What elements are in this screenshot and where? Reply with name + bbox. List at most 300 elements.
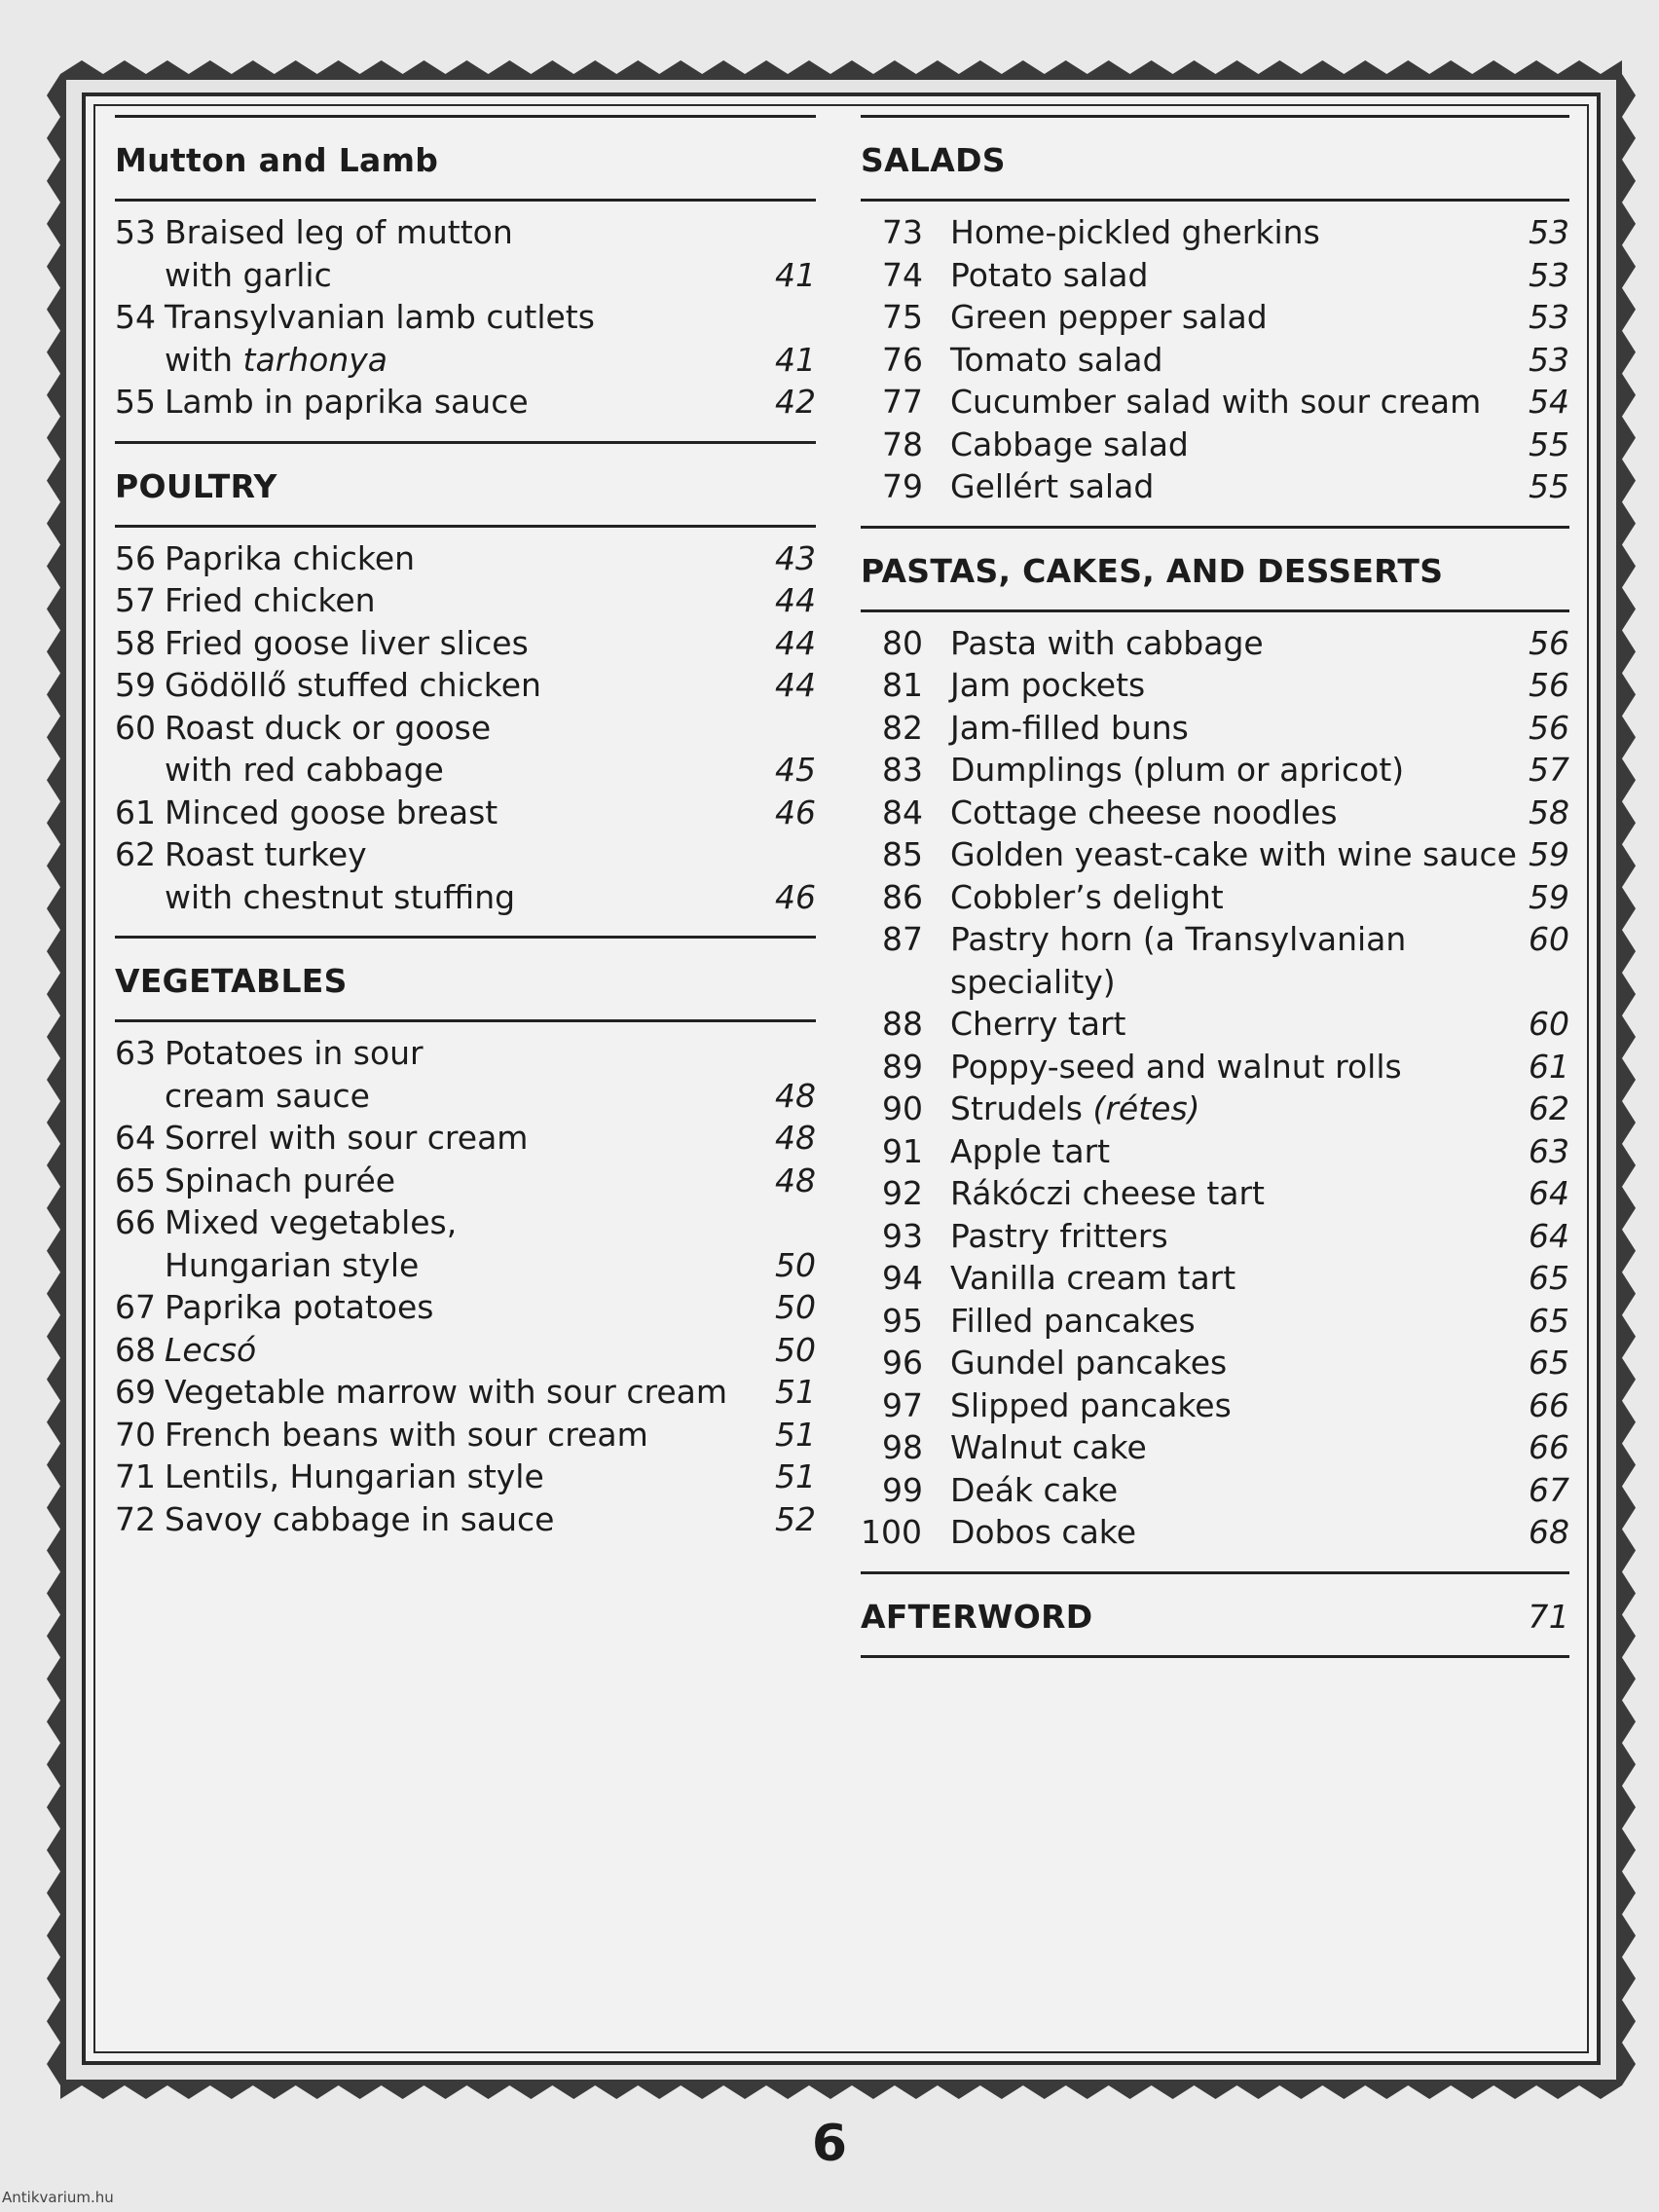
entry-body [165,1032,816,1117]
entry-line [165,1160,816,1202]
toc-entry [861,1088,1569,1130]
entry-body [950,1130,1569,1173]
entry-title [165,1286,434,1329]
entry-page-number: 56 [1529,623,1569,662]
entry-page-number: 59 [1529,835,1569,873]
entry-title [165,792,498,834]
entry-page-number: 60 [1529,1005,1569,1043]
entry-number: 53 [115,213,156,251]
section-heading: POULTRY [115,466,277,505]
toc-entry [115,1117,816,1160]
entry-body [950,1342,1569,1384]
entry-line [165,1414,816,1456]
entry-page-number: 45 [775,751,816,789]
entry-body [950,1426,1569,1469]
entry-page-number: 41 [775,255,816,294]
entry-title [165,1244,419,1287]
entry-page-number: 50 [775,1288,816,1326]
toc-entry [861,1130,1569,1173]
entry-title-text: Paprika chicken [165,538,416,577]
entry-title [165,579,376,622]
entry-body [950,833,1569,876]
entry-line [950,254,1569,297]
entry-title-text: Minced goose breast [165,793,498,831]
toc-entry [861,1257,1569,1300]
entry-title [950,424,1189,466]
entry-number: 69 [115,1373,156,1411]
entry-body [950,381,1569,424]
entry-title [950,1046,1402,1088]
entry-title [165,339,387,382]
entry-title-text: Lentils, Hungarian style [165,1457,544,1495]
entry-title [165,254,332,297]
entry-number: 82 [882,708,923,747]
entry-page-number: 51 [775,1415,816,1454]
entry-page-number: 66 [1529,1428,1569,1466]
toc-entry [861,296,1569,339]
entry-title-text: Dobos cake [950,1513,1137,1551]
entry-line [950,1384,1569,1427]
entry-title [950,1469,1118,1512]
entry-page-number: 64 [1529,1174,1569,1212]
entry-line [165,381,816,424]
entry-number: 57 [115,581,156,619]
entry-number: 86 [882,877,923,916]
afterword-heading: AFTERWORD [861,1597,1093,1636]
entry-title-text: Cherry tart [950,1005,1126,1043]
entry-number: 90 [882,1089,923,1127]
entry-title-text: Gödöllő stuffed chicken [165,666,541,704]
entry-page-number: 56 [1529,666,1569,704]
entry-page-number: 53 [1529,213,1569,251]
entry-body [165,1371,816,1414]
entry-page-number: 44 [775,666,816,704]
toc-entry [115,1201,816,1286]
toc-entry [115,707,816,792]
entry-number: 58 [115,623,156,662]
entry-title [165,707,491,750]
entry-line [165,1456,816,1498]
entry-number: 89 [882,1047,923,1086]
entry-body [950,1300,1569,1343]
entry-line [165,1032,816,1075]
entry-page-number: 60 [1529,920,1569,958]
entry-line [950,296,1569,339]
entry-title-text: Gellért salad [950,467,1155,505]
entry-body [950,1172,1569,1215]
entry-line [165,833,816,876]
entry-line [950,833,1569,876]
entry-page-number: 48 [775,1076,816,1115]
entry-body [950,211,1569,254]
entry-title [165,1371,727,1414]
entry-list [115,202,816,441]
entry-title-text: Poppy-seed and walnut rolls [950,1047,1402,1086]
entry-line [950,1342,1569,1384]
entry-line [165,1244,816,1287]
entry-list [115,1022,816,1558]
entry-page-number: 62 [1529,1089,1569,1127]
entry-title [950,254,1148,297]
entry-page-number: 54 [1529,383,1569,421]
entry-number: 100 [861,1513,922,1551]
entry-title [950,381,1481,424]
entry-title [165,1075,370,1118]
entry-title-text: Filled pancakes [950,1301,1196,1340]
entry-body [950,792,1569,834]
entry-number: 92 [882,1174,923,1212]
entry-body [950,465,1569,508]
entry-page-number: 55 [1529,467,1569,505]
entry-title-text: Potato salad [950,255,1149,294]
entry-line [950,876,1569,919]
entry-body [950,664,1569,707]
entry-title [950,296,1268,339]
entry-title-text: Pastry horn (a Transylvanian speciality) [950,920,1407,1001]
entry-page-number: 66 [1529,1385,1569,1424]
entry-title-text: Lamb in paprika sauce [165,383,529,421]
entry-body [165,381,816,424]
entry-title-text: Rákóczi cheese tart [950,1174,1265,1212]
entry-number: 55 [115,383,156,421]
entry-title [165,1201,457,1244]
entry-title-text: Sorrel with sour cream [165,1119,529,1157]
entry-title-text: Cottage cheese noodles [950,793,1338,831]
entry-page-number: 61 [1529,1047,1569,1086]
entry-body [950,1384,1569,1427]
right-column [861,115,1569,1658]
toc-entry [115,296,816,381]
entry-number: 95 [882,1301,923,1340]
entry-line [165,876,816,919]
entry-number: 63 [115,1034,156,1072]
entry-title-text: Roast turkey [165,835,367,873]
entry-title [950,1088,1200,1130]
entry-page-number: 65 [1529,1301,1569,1340]
entry-number: 56 [115,538,156,577]
entry-page-number: 51 [775,1457,816,1495]
entry-title-text: Jam-filled buns [950,708,1189,747]
entry-number: 73 [882,213,923,251]
entry-title [165,876,515,919]
entry-title-text: Braised leg of mutton [165,213,513,251]
entry-title-text: Strudels [950,1089,1093,1127]
afterword-page-number: 71 [1528,1597,1569,1636]
toc-entry [861,1300,1569,1343]
entry-line [165,254,816,297]
toc-entry [861,707,1569,750]
entry-line [950,465,1569,508]
entry-line [950,1046,1569,1088]
entry-line [950,1172,1569,1215]
entry-title-text: Golden yeast-cake with wine sauce [950,835,1517,873]
entry-body [950,1215,1569,1258]
toc-entry [861,254,1569,297]
entry-line [165,707,816,750]
entry-body [165,1498,816,1541]
entry-title-text: Tomato salad [950,340,1163,379]
entry-list [861,612,1569,1571]
entry-body [165,211,816,296]
entry-title-text: Roast duck or goose [165,708,492,747]
entry-title [950,211,1320,254]
entry-title-text: Potatoes in sour [165,1034,424,1072]
entry-page-number: 53 [1529,255,1569,294]
entry-page-number: 51 [775,1373,816,1411]
entry-title [950,1426,1147,1469]
entry-body [950,918,1569,1003]
entry-line [165,1117,816,1160]
entry-number: 88 [882,1005,923,1043]
entry-title [165,211,513,254]
entry-list [115,528,816,937]
entry-title [950,792,1338,834]
entry-number: 67 [115,1288,156,1326]
entry-title [950,664,1145,707]
entry-title-text: Vanilla cream tart [950,1259,1236,1297]
entry-title-text: with red cabbage [165,751,444,789]
entry-page-number: 50 [775,1330,816,1369]
toc-entry [861,1215,1569,1258]
entry-number: 74 [882,255,923,294]
entry-body [165,1160,816,1202]
page-number: 6 [811,2115,848,2173]
entry-line [165,792,816,834]
entry-body [165,622,816,665]
toc-entry [861,1384,1569,1427]
toc-entry [861,381,1569,424]
entry-body [165,296,816,381]
entry-body [165,1201,816,1286]
entry-page-number: 59 [1529,877,1569,916]
entry-line [165,1201,816,1244]
entry-title [165,664,541,707]
entry-line [950,1511,1569,1554]
entry-line [165,749,816,792]
entry-title-text: with chestnut stuffing [165,877,516,916]
entry-title [165,833,367,876]
toc-entry [115,579,816,622]
entry-title [950,465,1154,508]
entry-page-number: 53 [1529,340,1569,379]
entry-body [165,664,816,707]
entry-number: 96 [882,1344,923,1382]
entry-body [165,833,816,918]
toc-entry [115,1329,816,1372]
entry-body [165,579,816,622]
entry-title [165,1329,256,1372]
entry-title [165,381,529,424]
entry-line [165,579,816,622]
entry-page-number: 63 [1529,1131,1569,1170]
toc-entry [115,833,816,918]
entry-title-text: with [165,340,243,379]
section-heading: VEGETABLES [115,962,348,1000]
entry-title-text: cream sauce [165,1076,370,1115]
watermark: Antikvarium.hu [2,2189,114,2206]
entry-line [165,622,816,665]
toc-entry [861,622,1569,665]
entry-number: 85 [882,835,923,873]
entry-title [165,1414,648,1456]
entry-title-text: with garlic [165,255,332,294]
entry-title-text: Spinach purée [165,1161,396,1199]
entry-body [165,792,816,834]
entry-body [165,707,816,792]
entry-number: 79 [882,467,923,505]
entry-line [165,1286,816,1329]
entry-title [950,1172,1265,1215]
entry-page-number: 44 [775,623,816,662]
toc-entry [861,1426,1569,1469]
entry-title-text: Vegetable marrow with sour cream [165,1373,728,1411]
entry-body [950,1511,1569,1554]
section-rule [861,1655,1569,1658]
entry-line [950,622,1569,665]
entry-body [165,1456,816,1498]
entry-line [165,537,816,580]
entry-title-text: Home-pickled gherkins [950,213,1320,251]
entry-title-text: Fried chicken [165,581,376,619]
entry-body [950,749,1569,792]
entry-title [950,876,1224,919]
entry-title [950,918,1519,1003]
entry-number: 78 [882,424,923,463]
entry-title-text: Apple tart [950,1131,1111,1170]
entry-page-number: 67 [1529,1470,1569,1509]
entry-line [165,339,816,382]
entry-number: 97 [882,1385,923,1424]
left-column [115,115,816,1558]
entry-line [950,1215,1569,1258]
toc-entry [115,381,816,424]
toc-entry [115,622,816,665]
entry-page-number: 43 [775,538,816,577]
entry-number: 60 [115,708,156,747]
toc-entry [861,1003,1569,1046]
entry-number: 87 [882,920,923,958]
entry-number: 93 [882,1216,923,1255]
entry-body [950,622,1569,665]
entry-page-number: 42 [775,383,816,421]
toc-entry [115,1032,816,1117]
entry-page-number: 58 [1529,793,1569,831]
entry-line [950,707,1569,750]
section-heading: PASTAS, CAKES, AND DESSERTS [861,551,1444,590]
entry-body [950,1088,1569,1130]
toc-entry [861,1342,1569,1384]
toc-entry [115,664,816,707]
toc-entry [861,749,1569,792]
toc-entry [861,876,1569,919]
entry-line [950,918,1569,1003]
toc-entry [115,537,816,580]
entry-title [165,1032,424,1075]
entry-page-number: 55 [1529,424,1569,463]
entry-title [165,622,529,665]
entry-page-number: 53 [1529,298,1569,336]
entry-title [950,707,1189,750]
toc-entry [115,1498,816,1541]
entry-line [950,1469,1569,1512]
entry-number: 83 [882,751,923,789]
entry-title-text: Jam pockets [950,666,1146,704]
entry-number: 94 [882,1259,923,1297]
entry-number: 80 [882,623,923,662]
entry-page-number: 64 [1529,1216,1569,1255]
entry-page-number: 44 [775,581,816,619]
entry-number: 54 [115,298,156,336]
entry-title [950,1300,1196,1343]
toc-entry [861,424,1569,466]
section-heading: SALADS [861,141,1006,179]
entry-line [165,211,816,254]
entry-body [165,1329,816,1372]
entry-line [950,1003,1569,1046]
entry-title-text: Transylvanian lamb cutlets [165,298,595,336]
entry-page-number: 46 [775,793,816,831]
entry-number: 68 [115,1330,156,1369]
entry-line [165,1371,816,1414]
entry-number: 99 [882,1470,923,1509]
entry-line [165,1075,816,1118]
entry-title-text: Paprika potatoes [165,1288,434,1326]
entry-number: 77 [882,383,923,421]
toc-entry [115,1160,816,1202]
entry-body [165,1117,816,1160]
entry-number: 70 [115,1415,156,1454]
entry-title [950,1215,1168,1258]
entry-title-text: Slipped pancakes [950,1385,1232,1424]
section-heading: Mutton and Lamb [115,141,439,179]
entry-title [950,1130,1110,1173]
toc-entry [115,211,816,296]
entry-page-number: 65 [1529,1259,1569,1297]
entry-page-number: 56 [1529,708,1569,747]
entry-number: 81 [882,666,923,704]
entry-line [950,211,1569,254]
entry-title [950,833,1517,876]
entry-number: 75 [882,298,923,336]
entry-title [950,339,1162,382]
entry-number: 62 [115,835,156,873]
toc-entry [115,1414,816,1456]
entry-line [165,1329,816,1372]
entry-body [950,424,1569,466]
entry-body [950,1046,1569,1088]
entry-title-text: French beans with sour cream [165,1415,648,1454]
entry-number: 98 [882,1428,923,1466]
entry-body [950,254,1569,297]
entry-title-text: Mixed vegetables, [165,1203,458,1241]
entry-page-number: 48 [775,1161,816,1199]
entry-title-italic: Lecsó [165,1330,257,1369]
entry-line [950,339,1569,382]
entry-number: 72 [115,1499,156,1538]
toc-entry [115,1456,816,1498]
entry-body [165,537,816,580]
entry-body [950,1003,1569,1046]
entry-page-number: 48 [775,1119,816,1157]
entry-title-text: Walnut cake [950,1428,1147,1466]
toc-entry [861,1172,1569,1215]
entry-title [165,1498,554,1541]
entry-line [950,749,1569,792]
entry-title-italic: tarhonya [242,340,388,379]
entry-title-text: Fried goose liver slices [165,623,529,662]
entry-body [950,339,1569,382]
entry-title [950,1511,1136,1554]
